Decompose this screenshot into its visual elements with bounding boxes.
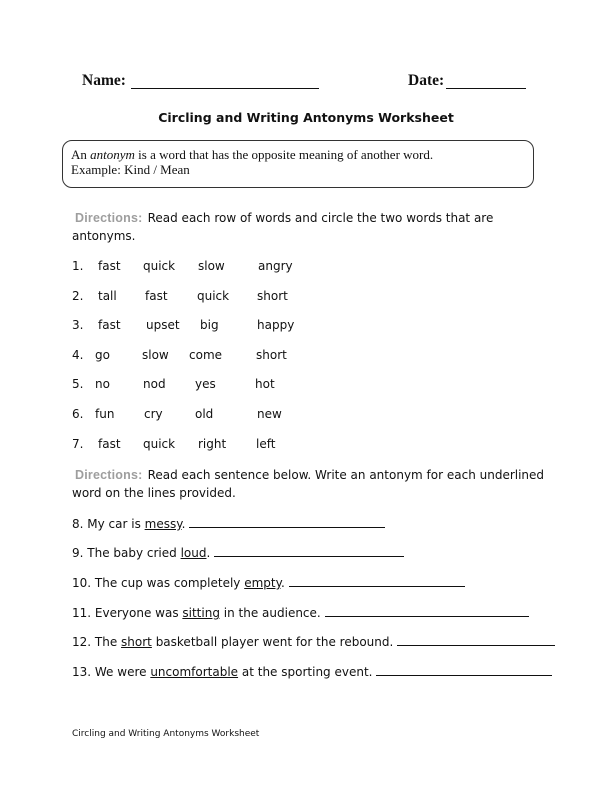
- sentence-text: 12. The: [72, 635, 122, 649]
- sentence-text: at the sporting event.: [238, 665, 377, 679]
- word-choice[interactable]: quick: [143, 259, 176, 273]
- underlined-word: short: [121, 635, 152, 649]
- answer-line[interactable]: [289, 574, 465, 587]
- row-number: 3.: [72, 318, 84, 332]
- sentence-item: [72, 663, 552, 679]
- sentence-item: [72, 574, 465, 590]
- sentence-text: .: [281, 576, 289, 590]
- sentence-item: [72, 633, 555, 649]
- sentence-text: basketball player went for the rebound.: [151, 635, 398, 649]
- footer-text: Circling and Writing Antonyms Worksheet: [72, 729, 260, 739]
- directions-text-2a: Read each sentence below. Write an antonym for each underlined: [147, 468, 545, 482]
- answer-line[interactable]: [214, 544, 404, 557]
- word-choice[interactable]: short: [256, 348, 287, 362]
- word-choice[interactable]: quick: [143, 437, 176, 451]
- sentence-text: 8. My car is: [72, 517, 145, 531]
- directions-2: [75, 464, 544, 483]
- sentence-text: in the audience.: [219, 606, 325, 620]
- date-label: Date:: [408, 72, 445, 89]
- row-number: 7.: [72, 437, 84, 451]
- word-choice[interactable]: slow: [198, 259, 225, 273]
- word-choice[interactable]: quick: [197, 289, 230, 303]
- word-choice[interactable]: fast: [145, 289, 168, 303]
- answer-line[interactable]: [189, 515, 385, 528]
- definition-text: [71, 147, 433, 162]
- directions-text-2b: word on the lines provided.: [72, 486, 236, 500]
- definition-term: antonym: [90, 147, 135, 162]
- word-choice[interactable]: cry: [144, 407, 163, 421]
- underlined-word: loud: [180, 546, 207, 560]
- word-choice[interactable]: nod: [143, 377, 166, 391]
- underlined-word: messy: [144, 517, 182, 531]
- name-label: Name:: [82, 72, 126, 89]
- answer-line[interactable]: [376, 663, 552, 676]
- row-number: 1.: [72, 259, 84, 273]
- word-choice[interactable]: hot: [255, 377, 275, 391]
- word-choice[interactable]: upset: [146, 318, 180, 332]
- answer-line[interactable]: [397, 633, 555, 646]
- sentence-text: .: [206, 546, 215, 560]
- directions-text-1b: antonyms.: [72, 229, 136, 243]
- definition-prefix: An: [71, 147, 87, 162]
- word-choice[interactable]: new: [257, 407, 282, 421]
- word-choice[interactable]: tall: [98, 289, 117, 303]
- word-choice[interactable]: right: [198, 437, 227, 451]
- word-choice[interactable]: fun: [95, 407, 115, 421]
- row-number: 4.: [72, 348, 84, 362]
- word-choice[interactable]: short: [257, 289, 288, 303]
- sentence-item: [72, 515, 385, 531]
- word-choice[interactable]: go: [95, 348, 110, 362]
- date-field[interactable]: [446, 88, 526, 89]
- word-choice[interactable]: fast: [98, 318, 121, 332]
- word-choice[interactable]: left: [256, 437, 276, 451]
- word-choice[interactable]: no: [95, 377, 110, 391]
- directions-text-1a: Read each row of words and circle the two words that are: [147, 211, 494, 225]
- word-choice[interactable]: old: [195, 407, 214, 421]
- sentence-text: 11. Everyone was: [72, 606, 183, 620]
- sentence-item: [72, 604, 529, 620]
- word-choice[interactable]: come: [189, 348, 223, 362]
- sentence-item: [72, 544, 404, 560]
- row-number: 5.: [72, 377, 84, 391]
- sentence-text: 10. The cup was completely: [72, 576, 245, 590]
- word-choice[interactable]: fast: [98, 437, 121, 451]
- directions-label-1: Directions:: [75, 211, 143, 225]
- sentence-text: 13. We were: [72, 665, 151, 679]
- word-choice[interactable]: happy: [257, 318, 295, 332]
- name-field[interactable]: [131, 88, 319, 89]
- word-choice[interactable]: big: [200, 318, 219, 332]
- row-number: 6.: [72, 407, 84, 421]
- underlined-word: sitting: [182, 606, 220, 620]
- sentence-text: .: [181, 517, 190, 531]
- directions-1: [75, 207, 493, 226]
- word-choice[interactable]: angry: [258, 259, 293, 273]
- word-choice[interactable]: fast: [98, 259, 121, 273]
- directions-label-2: Directions:: [75, 468, 143, 482]
- answer-line[interactable]: [325, 604, 529, 617]
- definition-rest: is a word that has the opposite meaning of another word.: [138, 147, 434, 162]
- sentence-text: 9. The baby cried: [72, 546, 181, 560]
- definition-example: Example: Kind / Mean: [71, 162, 190, 177]
- row-number: 2.: [72, 289, 84, 303]
- underlined-word: uncomfortable: [150, 665, 239, 679]
- underlined-word: empty: [244, 576, 281, 590]
- word-choice[interactable]: yes: [195, 377, 216, 391]
- word-choice[interactable]: slow: [142, 348, 169, 362]
- worksheet-title: Circling and Writing Antonyms Worksheet: [158, 110, 454, 125]
